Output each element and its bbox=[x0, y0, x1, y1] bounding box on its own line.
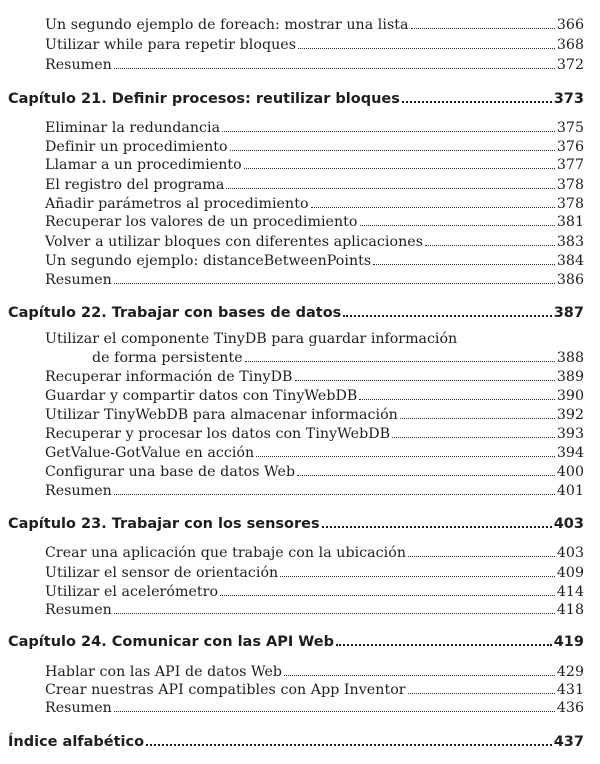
toc-page-number: 394 bbox=[556, 445, 584, 461]
dot-leader bbox=[336, 644, 552, 646]
toc-entry[interactable] bbox=[45, 139, 584, 157]
toc-page-number: 401 bbox=[556, 483, 584, 499]
chapter-page-number: 387 bbox=[553, 305, 584, 321]
toc-entry-title: Un segundo ejemplo: distanceBetweenPoints bbox=[45, 253, 372, 269]
toc-entry[interactable] bbox=[45, 177, 584, 195]
chapter-page-number: 373 bbox=[553, 91, 584, 107]
toc-entry[interactable] bbox=[45, 253, 584, 271]
toc-entry-title: Un segundo ejemplo de foreach: mostrar una lista bbox=[45, 17, 409, 33]
toc-entry-title: Definir un procedimiento bbox=[45, 139, 228, 155]
toc-entry-title: Añadir parámetros al procedimiento bbox=[45, 196, 309, 212]
chapter-title: Capítulo 22. Trabajar con bases de datos bbox=[8, 305, 342, 321]
dot-leader bbox=[244, 168, 555, 169]
toc-entry[interactable] bbox=[45, 602, 584, 620]
dot-leader bbox=[392, 437, 555, 438]
toc-entry[interactable] bbox=[45, 157, 584, 175]
dot-leader bbox=[114, 283, 555, 284]
toc-page-number: 393 bbox=[556, 426, 584, 442]
toc-page-number: 400 bbox=[556, 464, 584, 480]
dot-leader bbox=[220, 595, 555, 596]
toc-entry-title: Recuperar y procesar los datos con TinyWebDB bbox=[45, 426, 391, 442]
dot-leader bbox=[402, 101, 552, 103]
toc-index-heading[interactable] bbox=[8, 734, 584, 754]
toc-entry-title: Recuperar los valores de un procedimiento bbox=[45, 214, 358, 230]
toc-page-number: 366 bbox=[556, 17, 584, 33]
toc-entry-title: Utilizar while para repetir bloques bbox=[45, 37, 297, 53]
toc-page-number: 429 bbox=[556, 664, 584, 680]
toc-entry[interactable] bbox=[45, 120, 584, 138]
toc-entry-title: Configurar una base de datos Web bbox=[45, 464, 296, 480]
toc-page-number: 383 bbox=[556, 234, 584, 250]
toc-page-number: 409 bbox=[556, 565, 584, 581]
dot-leader bbox=[280, 576, 555, 577]
toc-page-number: 389 bbox=[556, 369, 584, 385]
toc-entry[interactable] bbox=[45, 426, 584, 444]
toc-page-number: 390 bbox=[556, 388, 584, 404]
dot-leader bbox=[245, 361, 555, 362]
toc-entry-title: Resumen bbox=[45, 700, 112, 716]
chapter-title: Capítulo 24. Comunicar con las API Web bbox=[8, 634, 334, 650]
dot-leader bbox=[297, 475, 555, 476]
chapter-page-number: 403 bbox=[553, 516, 584, 532]
toc-entry-title: GetValue-GotValue en acción bbox=[45, 445, 255, 461]
dot-leader bbox=[114, 613, 555, 614]
toc-page-number: 384 bbox=[556, 253, 584, 269]
toc-page-number: 388 bbox=[556, 350, 584, 366]
toc-page-number: 375 bbox=[556, 120, 584, 136]
toc-entry-title: Crear una aplicación que trabaje con la ubicación bbox=[45, 545, 407, 561]
dot-leader bbox=[359, 399, 555, 400]
toc-page-number: 418 bbox=[556, 602, 584, 618]
toc-entry-title-line2: de forma persistente bbox=[92, 350, 243, 366]
toc-entry-title: Eliminar la redundancia bbox=[45, 120, 221, 136]
toc-entry[interactable] bbox=[45, 664, 584, 682]
dot-leader bbox=[322, 526, 552, 528]
toc-page-number: 378 bbox=[556, 177, 584, 193]
toc-page-number: 372 bbox=[556, 57, 584, 73]
toc-entry-title: Resumen bbox=[45, 483, 112, 499]
toc-entry[interactable] bbox=[45, 388, 584, 406]
dot-leader bbox=[114, 711, 555, 712]
toc-entry-title: El registro del programa bbox=[45, 177, 225, 193]
toc-chapter-heading[interactable] bbox=[8, 634, 584, 654]
toc-entry-title-line1[interactable]: Utilizar el componente TinyDB para guardar información bbox=[45, 331, 458, 347]
dot-leader bbox=[400, 418, 555, 419]
toc-page-number: 376 bbox=[556, 139, 584, 155]
toc-entry[interactable] bbox=[45, 700, 584, 718]
toc-entry-title: Hablar con las API de datos Web bbox=[45, 664, 283, 680]
toc-entry[interactable] bbox=[45, 369, 584, 387]
index-title: Índice alfabético bbox=[8, 734, 145, 750]
toc-entry-title: Utilizar el sensor de orientación bbox=[45, 565, 279, 581]
toc-page-number: 436 bbox=[556, 700, 584, 716]
toc-entry-title: Utilizar TinyWebDB para almacenar información bbox=[45, 407, 398, 423]
toc-entry[interactable] bbox=[45, 57, 584, 75]
toc-entry[interactable] bbox=[45, 214, 584, 232]
toc-entry-title: Llamar a un procedimiento bbox=[45, 157, 242, 173]
dot-leader bbox=[222, 131, 555, 132]
toc-page-number: 386 bbox=[556, 272, 584, 288]
dot-leader bbox=[230, 150, 555, 151]
dot-leader bbox=[284, 675, 555, 676]
dot-leader bbox=[425, 245, 555, 246]
toc-page-number: 392 bbox=[556, 407, 584, 423]
chapter-title: Capítulo 23. Trabajar con los sensores bbox=[8, 516, 320, 532]
toc-entry-title: Resumen bbox=[45, 602, 112, 618]
toc-entry-title: Resumen bbox=[45, 57, 112, 73]
toc-page-number: 378 bbox=[556, 196, 584, 212]
dot-leader bbox=[408, 556, 555, 557]
dot-leader bbox=[226, 188, 555, 189]
toc-entry-title: Resumen bbox=[45, 272, 112, 288]
toc-page-number: 403 bbox=[556, 545, 584, 561]
dot-leader bbox=[256, 456, 555, 457]
dot-leader bbox=[114, 494, 555, 495]
toc-entry[interactable] bbox=[45, 445, 584, 463]
toc-entry[interactable] bbox=[45, 272, 584, 290]
dot-leader bbox=[360, 225, 555, 226]
dot-leader bbox=[295, 380, 555, 381]
toc-entry[interactable] bbox=[45, 464, 584, 482]
toc-entry[interactable] bbox=[45, 37, 584, 55]
index-page-number: 437 bbox=[553, 734, 584, 750]
dot-leader bbox=[408, 693, 555, 694]
toc-entry[interactable] bbox=[45, 234, 584, 252]
toc-entry[interactable] bbox=[45, 682, 584, 700]
dot-leader bbox=[114, 68, 555, 69]
dot-leader bbox=[343, 315, 551, 317]
toc-entry[interactable] bbox=[45, 584, 584, 602]
toc-entry-title: Utilizar el acelerómetro bbox=[45, 584, 219, 600]
toc-entry[interactable] bbox=[45, 565, 584, 583]
dot-leader bbox=[411, 28, 555, 29]
toc-entry[interactable] bbox=[45, 483, 584, 501]
toc-entry-title: Guardar y compartir datos con TinyWebDB bbox=[45, 388, 358, 404]
toc-page-number: 381 bbox=[556, 214, 584, 230]
dot-leader bbox=[311, 207, 555, 208]
toc-chapter-heading[interactable] bbox=[8, 516, 584, 536]
toc-page-number: 377 bbox=[556, 157, 584, 173]
toc-entry[interactable] bbox=[45, 407, 584, 425]
toc-page-number: 431 bbox=[556, 682, 584, 698]
chapter-title: Capítulo 21. Definir procesos: reutilizar bloques bbox=[8, 91, 400, 107]
toc-chapter-heading[interactable] bbox=[8, 305, 584, 325]
toc-entry-title: Crear nuestras API compatibles con App Inventor bbox=[45, 682, 406, 698]
dot-leader bbox=[373, 264, 555, 265]
toc-page-number: 414 bbox=[556, 584, 584, 600]
toc-entry-title: Recuperar información de TinyDB bbox=[45, 369, 293, 385]
toc-entry-title: Volver a utilizar bloques con diferentes aplicaciones bbox=[45, 234, 424, 250]
dot-leader bbox=[298, 48, 555, 49]
toc-entry[interactable] bbox=[45, 545, 584, 563]
toc-page-number: 368 bbox=[556, 37, 584, 53]
toc-entry[interactable] bbox=[45, 196, 584, 214]
dot-leader bbox=[146, 744, 552, 746]
toc-entry[interactable] bbox=[45, 17, 584, 35]
toc-chapter-heading[interactable] bbox=[8, 91, 584, 111]
toc-entry[interactable] bbox=[92, 350, 584, 368]
chapter-page-number: 419 bbox=[553, 634, 584, 650]
